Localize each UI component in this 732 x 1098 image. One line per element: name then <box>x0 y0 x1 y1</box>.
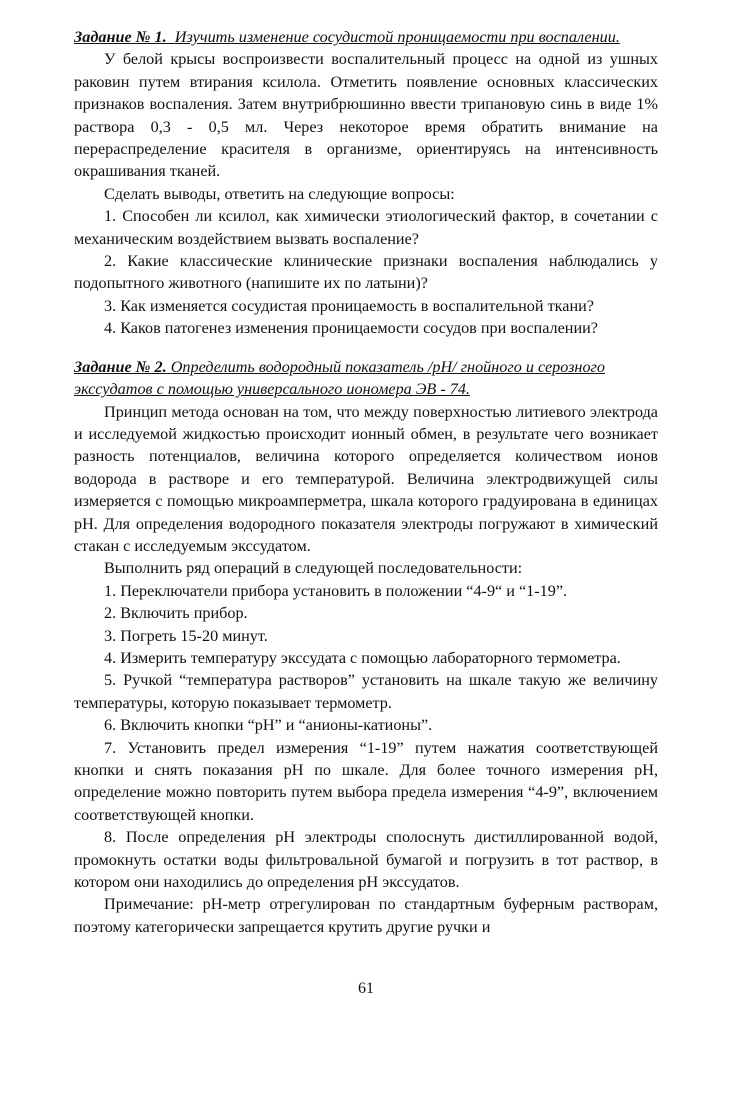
task1-heading-title: Изучить изменение сосудистой проницаемости при воспалении. <box>174 28 620 46</box>
task2-step-6: 6. Включить кнопки “рН” и “анионы-катионы”. <box>104 716 433 735</box>
task1-question-2: 2. Какие классические клинические признаки воспаления наблюдались у подопытного животного (напишите их по латыни)? <box>74 252 658 293</box>
task1-heading <box>74 26 658 48</box>
section-gap <box>74 340 658 356</box>
task2-paragraph-1: Принцип метода основан на том, что между поверхностью литиевого электрода и исследуемой жидкостью происходит ионный обмен, в результате чего возникает разность потенциалов, величина которого определяется количеством ионов водорода в растворе и его температурой. Величина электродвижущей силы измеряется с помощью микроамперметра, шкала которого градуирована в единицах рН. Для определения водородного показателя электроды погружают в химический стакан с исследуемым экссудатом. <box>74 402 658 555</box>
task2-note: Примечание: рН-метр отрегулирован по стандартным буферным растворам, поэтому категорически запрещается крутить другие ручки и <box>74 895 658 936</box>
task2-step-7: 7. Установить предел измерения “1-19” путем нажатия соответствующей кнопки и снять показания рН по шкале. Для более точного измерения рН, определение можно повторить путем выбора предела измерения “4-9”, включением соответствующей кнопки. <box>74 738 658 824</box>
task2-step-5: 5. Ручкой “температура растворов” установить на шкале такую же величину температуры, которую показывает термометр. <box>74 671 658 712</box>
task2-step-4: 4. Измерить температуру экссудата с помощью лабораторного термометра. <box>104 648 621 667</box>
task2-step-3: 3. Погреть 15-20 минут. <box>104 626 268 645</box>
task2-step-2: 2. Включить прибор. <box>104 604 248 623</box>
page-body <box>74 26 658 938</box>
task1-paragraph-1: У белой крысы воспроизвести воспалительный процесс на одной из ушных раковин путем втирания ксилола. Отметить появление основных классических признаков воспаления. Затем внутрибрюшинно ввести трипановую синь в виде 1% раствора 0,3 - 0,5 мл. Через некоторое время обратить внимание на перераспределение красителя в организме, ориентируясь на интенсивность окрашивания тканей. <box>74 50 658 181</box>
task1-question-3: 3. Как изменяется сосудистая проницаемость в воспалительной ткани? <box>104 296 594 315</box>
task2-heading-number: Задание № 2. <box>74 357 167 376</box>
task1-heading-number: Задание № 1. <box>74 28 167 46</box>
task1-paragraph-2: Сделать выводы, ответить на следующие вопросы: <box>104 184 455 203</box>
task2-paragraph-2: Выполнить ряд операций в следующей последовательности: <box>104 559 523 578</box>
task1-question-4: 4. Каков патогенез изменения проницаемости сосудов при воспалении? <box>104 319 598 338</box>
task1-question-1: 1. Способен ли ксилол, как химически этиологический фактор, в сочетании с механическим воздействием вызвать воспаление? <box>74 207 658 248</box>
page-number: 61 <box>358 980 374 997</box>
task2-heading <box>74 356 658 401</box>
task2-step-1: 1. Переключатели прибора установить в положении “4-9“ и “1-19”. <box>104 581 568 600</box>
task2-step-8: 8. После определения рН электроды сполоснуть дистиллированной водой, промокнуть остатки воды фильтровальной бумагой и погрузить в тот раствор, в котором они находились до определения рН экссудатов. <box>74 828 658 892</box>
task2-heading-title: Определить водородный показатель /рН/ гнойного и серозного экссудатов с помощью универсального иономера ЭВ - 74. <box>74 357 605 399</box>
